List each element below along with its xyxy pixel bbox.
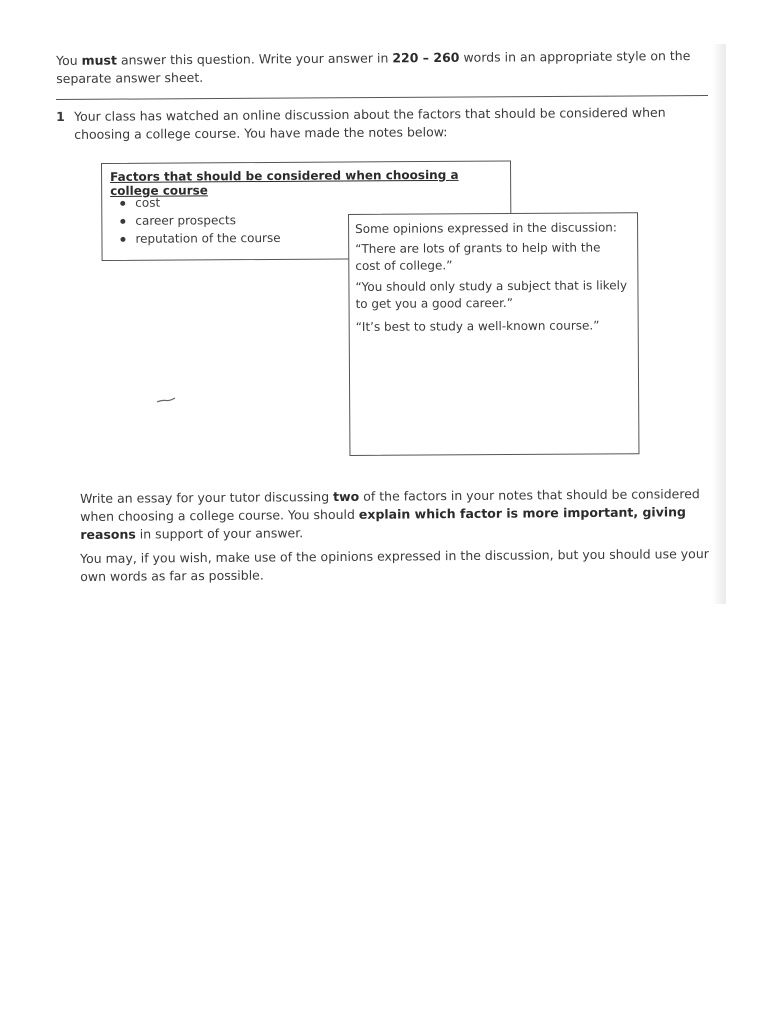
task-paragraph — [80, 485, 720, 544]
question — [56, 103, 711, 144]
task-text-1: Write an essay for your tutor discussing — [80, 489, 334, 506]
instructions-must: must — [81, 52, 117, 68]
opinions-box — [348, 212, 639, 456]
notes-item-career: career prospects — [135, 213, 236, 228]
list-item — [120, 229, 280, 248]
task-two: two — [333, 488, 360, 505]
notes-item-reputation: reputation of the course — [135, 230, 281, 246]
bullet-icon — [120, 236, 125, 241]
task-note: You may, if you wish, make use of the opinions expressed in the discussion, but you should use your own words as far as possible. — [80, 546, 709, 584]
opinion-3: “It’s best to study a well-known course.” — [355, 318, 600, 334]
notes-item-cost: cost — [135, 195, 161, 210]
list-item — [120, 211, 280, 230]
instructions — [56, 47, 711, 88]
list-item — [120, 193, 280, 212]
instructions-text-3: words in an appropriate style on the separate answer sheet. — [56, 48, 691, 86]
instructions-text-1: You — [56, 52, 82, 68]
question-text: Your class has watched an online discussion about the factors that should be considered when choosing a college course. You have made the notes below: — [74, 104, 666, 142]
notes-list — [120, 193, 280, 248]
opinion-1: “There are lots of grants to help with the cost of college.” — [355, 240, 601, 273]
task-text-3: in support of your answer. — [135, 525, 304, 542]
task-text-2: of the factors in your notes that should be considered when choosing a college course. You should — [80, 486, 700, 524]
question-number: 1 — [56, 108, 65, 124]
notes-heading: Factors that should be considered when choosing a college course — [110, 167, 459, 198]
instructions-text-2: answer this question. Write your answer in — [116, 50, 393, 68]
instructions-word-count: 220 – 260 — [392, 49, 460, 66]
bullet-icon — [120, 200, 125, 205]
task-emphasis: explain which factor is more important, giving reasons — [80, 504, 687, 542]
opinion-2: “You should only study a subject that is likely to get you a good career.” — [355, 278, 628, 311]
bullet-icon — [120, 218, 125, 223]
pen-mark-icon — [156, 396, 176, 404]
divider — [56, 95, 708, 100]
opinions-heading: Some opinions expressed in the discussion: — [355, 220, 617, 236]
